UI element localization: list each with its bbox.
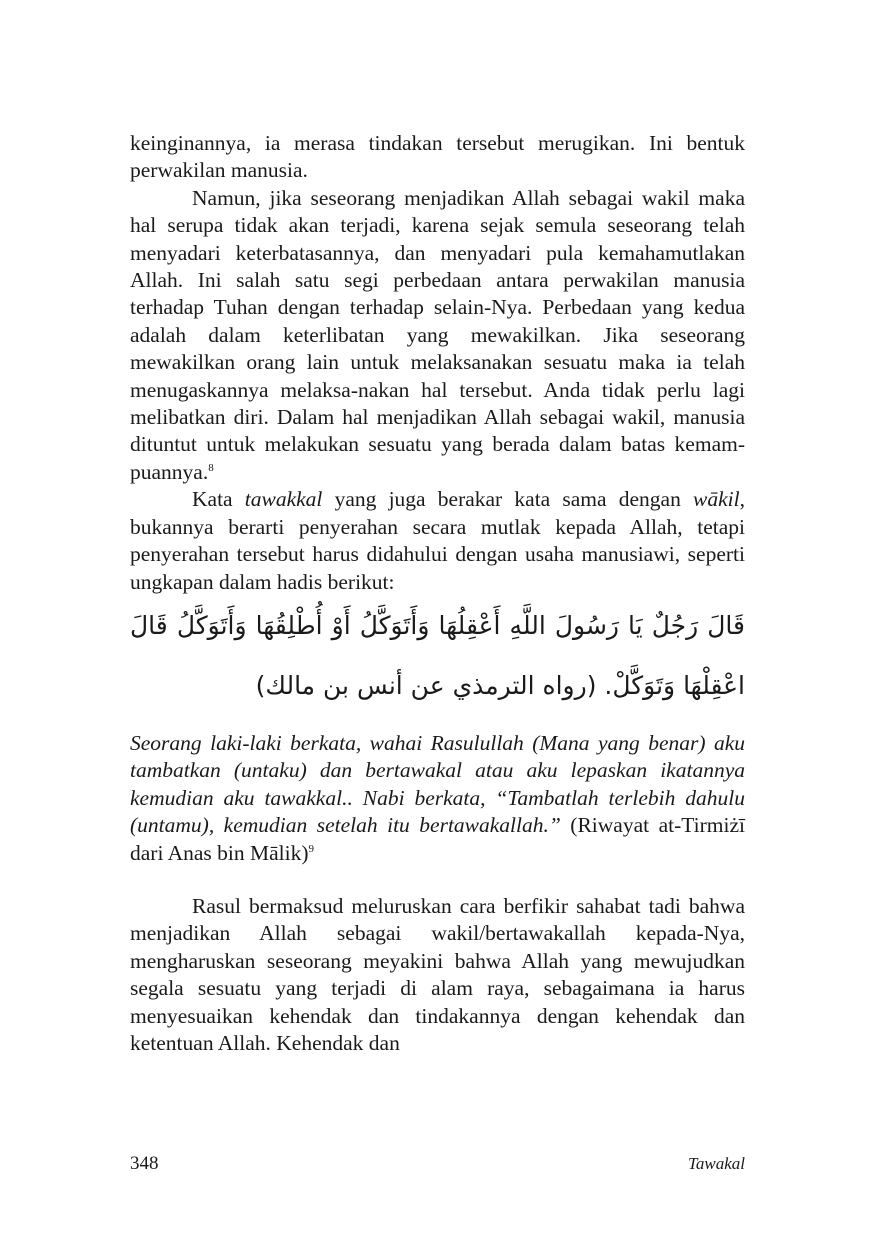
paragraph-text: Namun, jika seseorang menjadikan Allah sebagai wakil maka hal serupa tidak akan terjadi, karena sejak semula seseorang telah menyadari keterbatasannya, dan menyadari pula kemahamutlakan Allah. Ini salah satu segi perbedaan antara perwakilan manusia terhadap Tuhan dengan terhadap selain-Nya. Perbedaan yang kedua adalah dalam keterlibatan yang mewakilkan. Jika seseorang mewakilkan orang lain untuk melaksanakan sesuatu maka ia telah menugaskannya melaksa-nakan hal tersebut. Anda tidak perlu lagi melibatkan diri. Dalam hal menjadikan Allah sebagai wakil, manusia dituntut untuk melakukan sesuatu yang berada dalam batas kemam-puannya. [130, 185, 745, 484]
paragraph-wakil-difference [130, 185, 745, 486]
footnote-ref-9[interactable]: 9 [308, 842, 315, 855]
translation-italic: Seorang laki-laki berkata, wahai Rasulullah (Mana yang benar) aku tambatkan (untaku) dan bertawakal atau aku lepaskan ikatannya kemudian aku tawakkal.. Nabi berkata, “Tambatlah terlebih dahulu (untamu), kemudian setelah itu bertawakallah.” [130, 730, 745, 838]
paragraph-tawakkal-definition [130, 486, 745, 596]
text-run: Kata [192, 487, 245, 512]
text-run: , bukannya berarti penyerahan secara mutlak kepada Allah, tetapi penyerahan tersebut harus didahului dengan usaha manusiawi, seperti ungkapan dalam hadis berikut: [130, 487, 746, 594]
term-tawakkal: tawakkal [244, 487, 323, 512]
running-title: Tawakal [687, 1154, 745, 1173]
text-run: yang juga berakar kata sama dengan [322, 487, 694, 512]
page-number: 348 [130, 1153, 159, 1174]
hadith-source: (Riwayat at-Tirmiżī dari Anas bin Mālik) [130, 813, 745, 865]
hadith-translation [130, 730, 745, 867]
body-text [130, 130, 745, 1057]
paragraph-continuation: keinginannya, ia merasa tindakan tersebut merugikan. Ini bentuk perwakilan manusia. [130, 131, 745, 183]
paragraph-rasul-intent: Rasul bermaksud meluruskan cara berfikir sahabat tadi bahwa menjadikan Allah sebagai wakil/bertawakallah kepada-Nya, mengharuskan seseorang meyakini bahwa Allah yang mewujudkan segala sesuatu yang terjadi di alam raya, sebagaimana ia harus menyesuaikan kehendak dan tindakannya dengan kehendak dan ketentuan Allah. Kehendak dan [130, 893, 745, 1055]
footnote-ref-8[interactable]: 8 [208, 461, 214, 474]
page-footer [130, 1153, 745, 1175]
spacer [130, 867, 745, 893]
term-wakil: wākil [693, 487, 740, 512]
hadith-arabic: قَالَ رَجُلٌ يَا رَسُولَ اللَّهِ أَعْقِلُهَا وَأَتَوَكَّلُ أَوْ أُطْلِقُهَا وَأَتَوَكَّلُ قَالَ اعْقِلْهَا وَتَوَكَّلْ. (رواه الترمذي عن أنس بن مالك) [130, 610, 745, 700]
